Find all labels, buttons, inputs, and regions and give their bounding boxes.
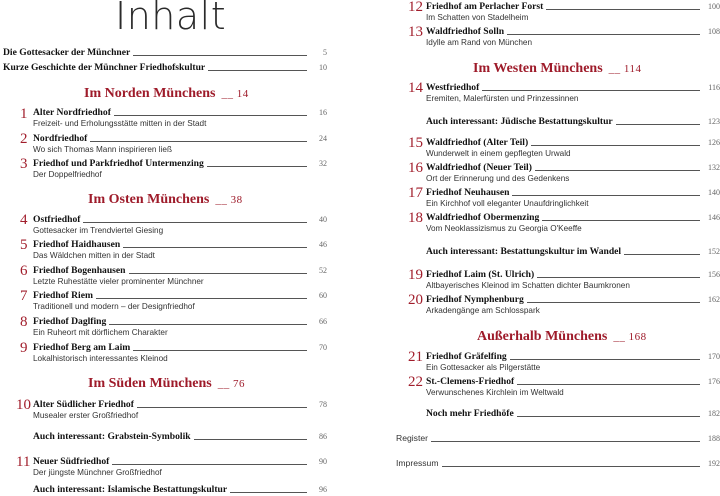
- toc-page-number: 52: [319, 266, 327, 275]
- toc-title: Ostfriedhof: [33, 214, 81, 225]
- toc-entry: [426, 376, 720, 387]
- dotted-rule: [137, 407, 307, 408]
- toc-page-number: 40: [319, 215, 327, 224]
- entry-number: 10: [16, 397, 31, 413]
- toc-line: [3, 47, 327, 58]
- toc-entry: [426, 212, 720, 223]
- section-heading-sueden: Im Süden Münchens __ 76: [88, 376, 245, 391]
- entry-subtitle: Letzte Ruhestätte vieler prominenter Münchner: [33, 277, 204, 286]
- toc-page-number: 10: [319, 63, 327, 72]
- toc-entry: [426, 269, 720, 280]
- toc-title: Alter Südlicher Friedhof: [33, 399, 134, 410]
- toc-title: Register: [396, 433, 428, 443]
- entry-number: 4: [20, 212, 28, 228]
- entry-number: 3: [20, 156, 28, 172]
- toc-entry: [426, 1, 720, 12]
- toc-title: Friedhof Daglfing: [33, 316, 107, 327]
- entry-subtitle: Lokalhistorisch interessantes Kleinod: [33, 354, 168, 363]
- toc-page-number: 46: [319, 240, 327, 249]
- page-title: Inhalt: [115, 0, 227, 38]
- entry-number: 19: [408, 267, 423, 283]
- dotted-rule: [114, 115, 307, 116]
- entry-subtitle: Das Wäldchen mitten in der Stadt: [33, 251, 155, 260]
- dotted-rule: [442, 466, 701, 467]
- toc-title: Friedhof Berg am Laim: [33, 342, 131, 353]
- toc-title: Nordfriedhof: [33, 133, 88, 144]
- entry-number: 17: [408, 185, 423, 201]
- entry-number: 21: [408, 349, 423, 365]
- toc-page-number: 100: [708, 2, 720, 11]
- dotted-rule: [535, 170, 700, 171]
- dotted-rule: [431, 441, 700, 442]
- section-heading-norden: Im Norden Münchens __ 14: [84, 86, 249, 101]
- toc-title: Impressum: [396, 458, 439, 468]
- toc-title: Friedhof Riem: [33, 290, 93, 301]
- entry-number: 20: [408, 292, 423, 308]
- entry-subtitle: Musealer erster Großfriedhof: [33, 411, 139, 420]
- toc-extra: [33, 431, 327, 442]
- toc-title: Noch mehr Friedhöfe: [426, 408, 514, 419]
- toc-page-number: 182: [708, 409, 720, 418]
- toc-title: Friedhof Laim (St. Ulrich): [426, 269, 535, 280]
- toc-title: Auch interessant: Jüdische Bestattungskultur: [426, 116, 613, 127]
- toc-title: Friedhof am Perlacher Forst: [426, 1, 544, 12]
- entry-subtitle: Wo sich Thomas Mann inspirieren ließ: [33, 145, 172, 154]
- toc-extra: [426, 116, 720, 127]
- toc-page-number: 156: [708, 270, 720, 279]
- toc-title: Westfriedhof: [426, 82, 480, 93]
- toc-line: [3, 62, 327, 73]
- dotted-rule: [616, 124, 700, 125]
- dotted-rule: [133, 55, 307, 56]
- toc-extra: [33, 484, 327, 495]
- toc-page-number: 192: [708, 459, 720, 468]
- entry-number: 11: [16, 454, 31, 470]
- entry-number: 15: [408, 135, 423, 151]
- dotted-rule: [546, 9, 700, 10]
- entry-subtitle: Altbayerisches Kleinod im Schatten dichter Baumkronen: [426, 281, 630, 290]
- entry-subtitle: Im Schatten von Stadelheim: [426, 13, 529, 22]
- entry-number: 9: [20, 340, 28, 356]
- toc-entry: [33, 265, 327, 276]
- toc-title: Kurze Geschichte der Münchner Friedhofskultur: [3, 62, 206, 73]
- toc-title: Waldfriedhof (Neuer Teil): [426, 162, 532, 173]
- dotted-rule: [527, 302, 700, 303]
- dotted-rule: [208, 70, 307, 71]
- toc-title: Friedhof Neuhausen: [426, 187, 510, 198]
- entry-subtitle: Freizeit- und Erholungsstätte mitten in der Stadt: [33, 119, 207, 128]
- entry-subtitle: Ein Kirchhof voll eleganter Unaufdringlichkeit: [426, 199, 589, 208]
- toc-page-number: 70: [319, 343, 327, 352]
- toc-title: Alter Nordfriedhof: [33, 107, 111, 118]
- toc-entry: [33, 239, 327, 250]
- entry-subtitle: Der jüngste Münchner Großfriedhof: [33, 468, 162, 477]
- toc-page-number: 188: [708, 434, 720, 443]
- dotted-rule: [537, 277, 700, 278]
- toc-page-number: 86: [319, 432, 327, 441]
- toc-title: Friedhof Gräfelfing: [426, 351, 507, 362]
- dotted-rule: [207, 166, 307, 167]
- entry-number: 7: [20, 288, 28, 304]
- toc-title: Auch interessant: Islamische Bestattungskultur: [33, 484, 228, 495]
- toc-entry: [426, 294, 720, 305]
- toc-entry: [33, 133, 327, 144]
- dotted-rule: [133, 350, 307, 351]
- toc-entry: [426, 187, 720, 198]
- dotted-rule: [482, 90, 700, 91]
- toc-title: Friedhof Bogenhausen: [33, 265, 126, 276]
- toc-page-number: 152: [708, 247, 720, 256]
- toc-title: Auch interessant: Bestattungskultur im Wandel: [426, 246, 622, 257]
- entry-number: 5: [20, 237, 28, 253]
- dotted-rule: [83, 222, 307, 223]
- toc-appendix: [396, 458, 720, 469]
- toc-page-number: 140: [708, 188, 720, 197]
- toc-page-number: 176: [708, 377, 720, 386]
- toc-page-number: 24: [319, 134, 327, 143]
- section-heading-ausserhalb: Außerhalb Münchens __ 168: [477, 329, 647, 344]
- entry-number: 16: [408, 160, 423, 176]
- dotted-rule: [512, 195, 700, 196]
- toc-page-number: 108: [708, 27, 720, 36]
- dotted-rule: [123, 247, 307, 248]
- toc-page-number: 60: [319, 291, 327, 300]
- dotted-rule: [624, 254, 700, 255]
- dotted-rule: [510, 359, 700, 360]
- toc-page-number: 16: [319, 108, 327, 117]
- entry-subtitle: Gottesacker im Trendviertel Giesing: [33, 226, 164, 235]
- dotted-rule: [109, 324, 307, 325]
- toc-entry: [33, 214, 327, 225]
- toc-entry: [33, 456, 327, 467]
- dotted-rule: [517, 384, 700, 385]
- entry-number: 6: [20, 263, 28, 279]
- entry-number: 12: [408, 0, 423, 15]
- toc-entry: [33, 316, 327, 327]
- toc-title: Neuer Südfriedhof: [33, 456, 110, 467]
- dotted-rule: [507, 34, 700, 35]
- toc-title: Auch interessant: Grabstein-Symbolik: [33, 431, 191, 442]
- toc-entry: [33, 290, 327, 301]
- dotted-rule: [531, 145, 700, 146]
- entry-number: 2: [20, 131, 28, 147]
- entry-number: 22: [408, 374, 423, 390]
- entry-subtitle: Traditionell und modern – der Designfriedhof: [33, 302, 195, 311]
- entry-subtitle: Idylle am Rand von München: [426, 38, 533, 47]
- entry-subtitle: Verwunschenes Kirchlein im Weltwald: [426, 388, 564, 397]
- section-heading-westen: Im Westen Münchens __ 114: [473, 61, 642, 76]
- section-heading-osten: Im Osten Münchens __ 38: [88, 192, 243, 207]
- toc-page-number: 126: [708, 138, 720, 147]
- toc-entry: [33, 158, 327, 169]
- entry-subtitle: Wunderwelt in einem gepflegten Urwald: [426, 149, 571, 158]
- toc-title: Die Gottesacker der Münchner: [3, 47, 131, 58]
- toc-extra: [426, 408, 720, 419]
- toc-page-number: 32: [319, 159, 327, 168]
- toc-entry: [426, 351, 720, 362]
- toc-entry: [426, 137, 720, 148]
- dotted-rule: [517, 416, 700, 417]
- dotted-rule: [230, 492, 307, 493]
- toc-title: Friedhof Nymphenburg: [426, 294, 524, 305]
- entry-number: 8: [20, 314, 28, 330]
- toc-extra: [426, 246, 720, 257]
- toc-entry: [33, 107, 327, 118]
- entry-number: 14: [408, 80, 423, 96]
- toc-entry: [426, 162, 720, 173]
- dotted-rule: [542, 220, 700, 221]
- toc-title: Waldfriedhof Obermenzing: [426, 212, 540, 223]
- toc-page-number: 132: [708, 163, 720, 172]
- entry-subtitle: Der Doppelfriedhof: [33, 170, 102, 179]
- toc-page-number: 66: [319, 317, 327, 326]
- toc-title: Waldfriedhof (Alter Teil): [426, 137, 529, 148]
- toc-page-number: 90: [319, 457, 327, 466]
- toc-appendix: [396, 433, 720, 444]
- entry-number: 1: [20, 106, 28, 122]
- dotted-rule: [194, 439, 307, 440]
- dotted-rule: [90, 141, 307, 142]
- entry-subtitle: Vom Neoklassizismus zu Georgia O'Keeffe: [426, 224, 582, 233]
- toc-entry: [33, 342, 327, 353]
- toc-page-number: 5: [323, 48, 327, 57]
- entry-subtitle: Ort der Erinnerung und des Gedenkens: [426, 174, 570, 183]
- toc-entry: [426, 26, 720, 37]
- toc-page-number: 116: [708, 83, 720, 92]
- entry-subtitle: Eremiten, Malerfürsten und Prinzessinnen: [426, 94, 579, 103]
- toc-title: St.-Clemens-Friedhof: [426, 376, 515, 387]
- entry-subtitle: Ein Gottesacker als Pilgerstätte: [426, 363, 541, 372]
- toc-page-number: 162: [708, 295, 720, 304]
- toc-entry: [426, 82, 720, 93]
- toc-page-number: 170: [708, 352, 720, 361]
- entry-subtitle: Ein Ruheort mit dörflichem Charakter: [33, 328, 168, 337]
- toc-title: Friedhof und Parkfriedhof Untermenzing: [33, 158, 204, 169]
- toc-title: Friedhof Haidhausen: [33, 239, 121, 250]
- toc-page-number: 123: [708, 117, 720, 126]
- dotted-rule: [112, 464, 307, 465]
- toc-page-number: 146: [708, 213, 720, 222]
- dotted-rule: [96, 298, 307, 299]
- entry-number: 18: [408, 210, 423, 226]
- toc-page-number: 78: [319, 400, 327, 409]
- toc-entry: [33, 399, 327, 410]
- toc-title: Waldfriedhof Solln: [426, 26, 505, 37]
- entry-subtitle: Arkadengänge am Schlosspark: [426, 306, 540, 315]
- dotted-rule: [129, 273, 308, 274]
- entry-number: 13: [408, 24, 423, 40]
- toc-page-number: 96: [319, 485, 327, 494]
